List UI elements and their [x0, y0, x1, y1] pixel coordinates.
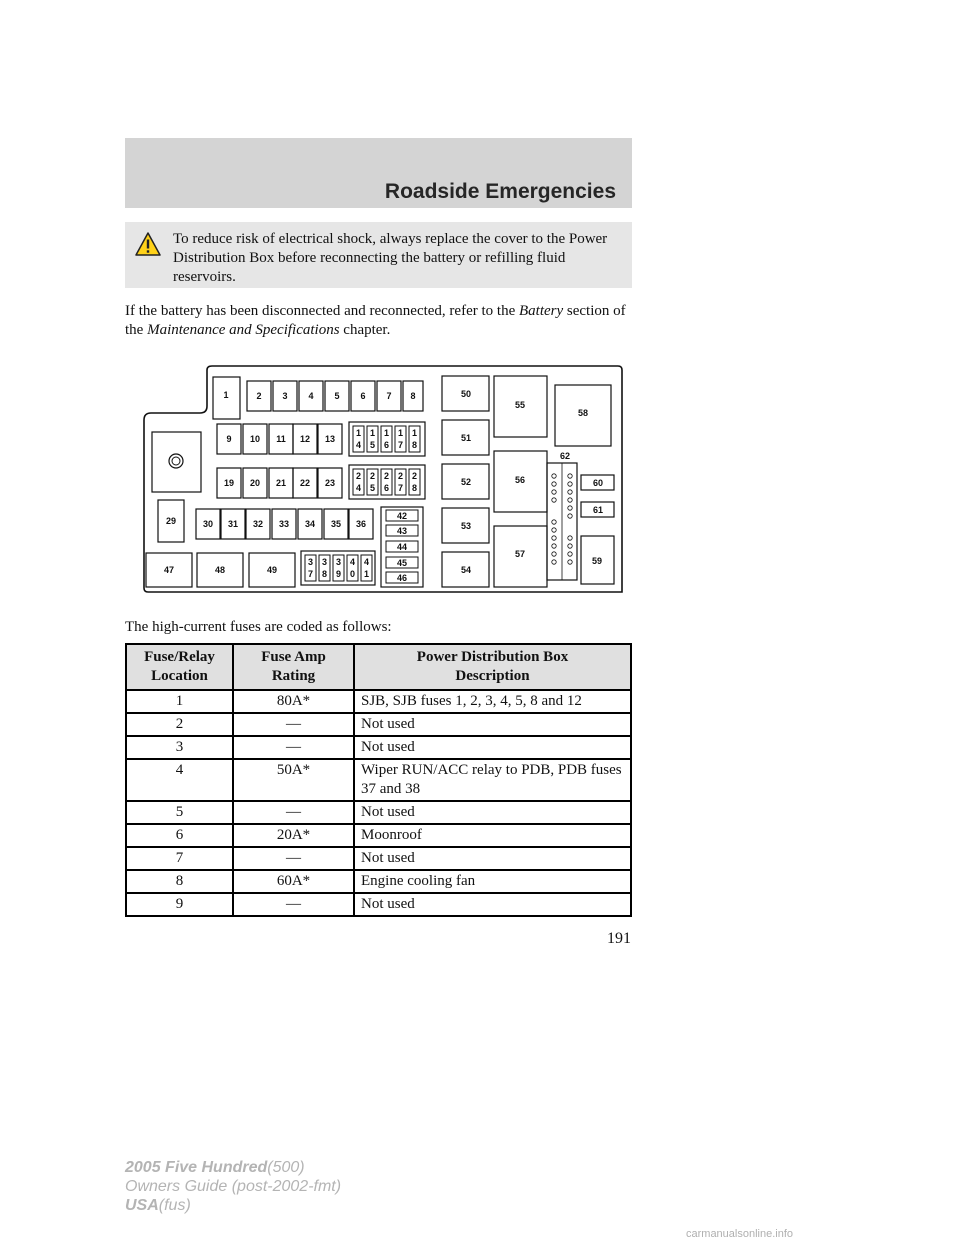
document-footer — [125, 1158, 341, 1215]
relay-56-label: 56 — [514, 475, 526, 485]
paragraph-text: chapter. — [339, 322, 391, 338]
fuse-33-label: 33 — [278, 519, 290, 529]
fuse-32-label: 32 — [252, 519, 264, 529]
fuse-6-label: 6 — [360, 391, 366, 401]
fuse-35-label: 35 — [330, 519, 342, 529]
location-cell: 7 — [126, 847, 233, 870]
mini-fuse-26-label-b: 6 — [383, 483, 390, 493]
rating-cell: — — [233, 847, 354, 870]
mini-fuse-25-label-a: 2 — [369, 471, 376, 481]
description-cell: Wiper RUN/ACC relay to PDB, PDB fuses 37 and 38 — [354, 759, 631, 801]
fuse-46-label: 46 — [396, 573, 408, 583]
mini-fuse-39-label-b: 9 — [335, 569, 342, 579]
fuse-48-label: 48 — [214, 565, 226, 575]
power-distribution-box-diagram — [140, 362, 630, 596]
mini-fuse-25-label-b: 5 — [369, 483, 376, 493]
rating-cell: — — [233, 893, 354, 916]
rating-cell: — — [233, 801, 354, 824]
mini-fuse-28-label-a: 2 — [411, 471, 418, 481]
fuse-49-label: 49 — [266, 565, 278, 575]
description-cell: Engine cooling fan — [354, 870, 631, 893]
fuse-50-label: 50 — [460, 389, 472, 399]
mini-fuse-18-label-b: 8 — [411, 440, 418, 450]
footer-model: 2005 Five Hundred — [125, 1159, 268, 1176]
fuse-4-label: 4 — [308, 391, 314, 401]
connector-stud — [169, 454, 183, 468]
mini-fuse-40-label-b: 0 — [349, 569, 356, 579]
mini-fuse-24-label-a: 2 — [355, 471, 362, 481]
fuse-51-label: 51 — [460, 433, 472, 443]
fuse-19-label: 19 — [223, 478, 235, 488]
header-text: Description — [455, 668, 530, 684]
fuse-45-label: 45 — [396, 558, 408, 568]
mini-fuse-27-label-a: 2 — [397, 471, 404, 481]
fuse-30-label: 30 — [202, 519, 214, 529]
fuse-9-label: 9 — [226, 434, 232, 444]
description-cell: Not used — [354, 713, 631, 736]
location-cell: 2 — [126, 713, 233, 736]
table-row — [126, 759, 631, 801]
header-text: Fuse Amp — [261, 649, 326, 665]
description-cell: Moonroof — [354, 824, 631, 847]
fuse-2-label: 2 — [256, 391, 262, 401]
chapter-ref: Maintenance and Specifications — [147, 322, 340, 338]
rating-cell: 50A* — [233, 759, 354, 801]
fuse-8-label: 8 — [410, 391, 416, 401]
mini-fuse-41-label-b: 1 — [363, 569, 370, 579]
rating-cell: 60A* — [233, 870, 354, 893]
relay-55-label: 55 — [514, 400, 526, 410]
table-row — [126, 824, 631, 847]
rating-cell: 80A* — [233, 690, 354, 713]
mini-fuse-15-label-b: 5 — [369, 440, 376, 450]
footer-line-1 — [125, 1158, 341, 1177]
location-cell: 1 — [126, 690, 233, 713]
table-row — [126, 847, 631, 870]
connector-62-label: 62 — [559, 451, 571, 461]
fuse-44-label: 44 — [396, 542, 408, 552]
relay-61-label: 61 — [592, 505, 604, 515]
mini-fuse-15-label-a: 1 — [369, 428, 376, 438]
footer-market-code: (fus) — [158, 1197, 191, 1214]
description-cell: Not used — [354, 847, 631, 870]
fuse-13-label: 13 — [324, 434, 336, 444]
mini-fuse-17-label-a: 1 — [397, 428, 404, 438]
battery-reference-paragraph — [125, 302, 635, 340]
warning-triangle-icon — [135, 232, 161, 256]
fuse-36-label: 36 — [355, 519, 367, 529]
relay-58-label: 58 — [577, 408, 589, 418]
fuse-52-label: 52 — [460, 477, 472, 487]
mini-fuse-38-label-b: 8 — [321, 569, 328, 579]
description-cell: Not used — [354, 801, 631, 824]
mini-fuse-16-label-a: 1 — [383, 428, 390, 438]
fuse-22-label: 22 — [299, 478, 311, 488]
fuse-7-label: 7 — [386, 391, 392, 401]
description-cell: Not used — [354, 893, 631, 916]
mini-fuse-14-label-b: 4 — [355, 440, 362, 450]
fuse-43-label: 43 — [396, 526, 408, 536]
mini-fuse-28-label-b: 8 — [411, 483, 418, 493]
fuse-34-label: 34 — [304, 519, 316, 529]
watermark: carmanualsonline.info — [686, 1228, 794, 1240]
header-description — [354, 644, 631, 690]
mini-fuse-24-label-b: 4 — [355, 483, 362, 493]
fuse-29-label: 29 — [165, 516, 177, 526]
location-cell: 3 — [126, 736, 233, 759]
table-row — [126, 801, 631, 824]
footer-line-3 — [125, 1196, 341, 1215]
fuse-20-label: 20 — [249, 478, 261, 488]
header-text: Location — [151, 668, 208, 684]
paragraph-text: section of the — [125, 303, 626, 338]
warning-box — [125, 222, 632, 288]
relay-60-label: 60 — [592, 478, 604, 488]
battery-section-ref: Battery — [518, 303, 564, 319]
relay-59-label: 59 — [591, 556, 603, 566]
mini-fuse-26-label-a: 2 — [383, 471, 390, 481]
fuse-5-label: 5 — [334, 391, 340, 401]
location-cell: 8 — [126, 870, 233, 893]
mini-fuse-17-label-b: 7 — [397, 440, 404, 450]
table-row — [126, 736, 631, 759]
mini-fuse-37-label-a: 3 — [307, 557, 314, 567]
location-cell: 9 — [126, 893, 233, 916]
paragraph-text: If the battery has been disconnected and reconnected, refer to the — [125, 303, 519, 319]
location-cell: 6 — [126, 824, 233, 847]
table-intro: The high-current fuses are coded as follows: — [125, 619, 392, 635]
table-row — [126, 870, 631, 893]
connector-block — [152, 432, 201, 492]
mini-fuse-40-label-a: 4 — [349, 557, 356, 567]
relay-57-label: 57 — [514, 549, 526, 559]
fuse-47-label: 47 — [163, 565, 175, 575]
header-rating — [233, 644, 354, 690]
location-cell: 4 — [126, 759, 233, 801]
mini-fuse-37-label-b: 7 — [307, 569, 314, 579]
warning-text: To reduce risk of electrical shock, always replace the cover to the Power Distribution Box before reconnecting the battery or refilling fluid reservoirs. — [173, 231, 608, 285]
table-row — [126, 713, 631, 736]
rating-cell: — — [233, 736, 354, 759]
mini-fuse-18-label-a: 1 — [411, 428, 418, 438]
footer-market: USA — [125, 1197, 159, 1214]
fuse-12-label: 12 — [299, 434, 311, 444]
fuse-3-label: 3 — [282, 391, 288, 401]
mini-fuse-39-label-a: 3 — [335, 557, 342, 567]
mini-fuse-16-label-b: 6 — [383, 440, 390, 450]
fuse-11-label: 11 — [276, 434, 286, 444]
table-header-row — [126, 644, 631, 690]
description-cell: SJB, SJB fuses 1, 2, 3, 4, 5, 8 and 12 — [354, 690, 631, 713]
fuse-1-label: 1 — [223, 390, 229, 400]
description-cell: Not used — [354, 736, 631, 759]
header-text: Power Distribution Box — [416, 649, 569, 665]
fuse-54-label: 54 — [460, 565, 472, 575]
mini-fuse-14-label-a: 1 — [355, 428, 362, 438]
header-text: Rating — [271, 668, 316, 684]
fuse-10-label: 10 — [249, 434, 261, 444]
page-number: 191 — [607, 930, 631, 947]
footer-model-code: (500) — [267, 1159, 305, 1176]
fuse-53-label: 53 — [460, 521, 472, 531]
mini-fuse-27-label-b: 7 — [397, 483, 404, 493]
footer-line-2: Owners Guide (post-2002-fmt) — [125, 1178, 342, 1195]
fuse-23-label: 23 — [324, 478, 336, 488]
rating-cell: 20A* — [233, 824, 354, 847]
table-row — [126, 893, 631, 916]
header-band — [125, 138, 632, 208]
mini-fuse-41-label-a: 4 — [363, 557, 370, 567]
fuse-42-label: 42 — [396, 511, 408, 521]
fuse-31-label: 31 — [227, 519, 239, 529]
location-cell: 5 — [126, 801, 233, 824]
fuse-table — [125, 643, 632, 917]
header-location — [126, 644, 233, 690]
rating-cell: — — [233, 713, 354, 736]
section-title: Roadside Emergencies — [384, 180, 616, 203]
table-row — [126, 690, 631, 713]
header-text: Fuse/Relay — [144, 649, 215, 665]
fuse-21-label: 21 — [275, 478, 287, 488]
mini-fuse-38-label-a: 3 — [321, 557, 328, 567]
